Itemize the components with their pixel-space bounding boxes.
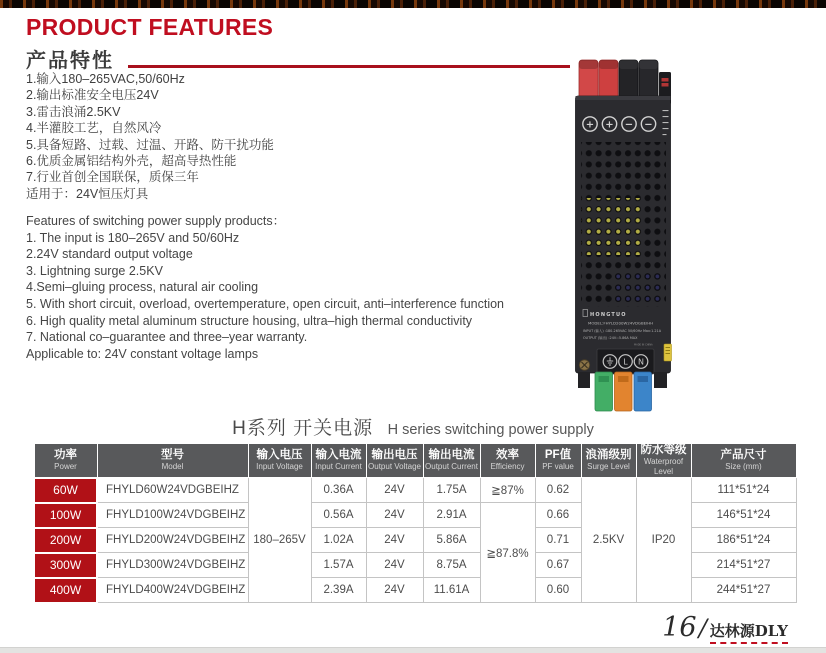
table-row <box>34 478 796 503</box>
header-cell: 输入电压 Input Voltage <box>248 444 311 478</box>
table-cell: 11.61A <box>423 578 480 603</box>
feature-line: Features of switching power supply products： <box>26 214 286 228</box>
neutral-terminal-label: N <box>638 357 644 367</box>
table-cell: 8.75A <box>423 553 480 578</box>
model-line: MODEL:FHYLD200W24VDGBEIHH <box>588 320 654 326</box>
table-cell: 200W <box>34 528 97 553</box>
table-cell: 0.71 <box>535 528 581 553</box>
header-cell: 功率 Power <box>34 444 97 478</box>
table-cell: 24V <box>366 478 423 503</box>
feature-line: 4.半灌胶工艺，自然风冷 <box>26 121 162 136</box>
features-list-english <box>26 213 504 362</box>
header-cell: 产品尺寸 Size (mm) <box>691 444 796 478</box>
spec-table-head-row <box>34 444 796 478</box>
table-cell: 60W <box>34 478 97 503</box>
table-cell: 400W <box>34 578 97 603</box>
section-heading <box>0 413 826 440</box>
table-cell: 0.60 <box>535 578 581 603</box>
table-cell: 2.5KV <box>581 478 636 603</box>
plus-icon: + <box>585 119 595 131</box>
section-title-chinese: H系列 开关电源 <box>232 418 374 439</box>
spec-table <box>33 443 797 604</box>
table-cell: 146*51*24 <box>691 503 796 528</box>
table-cell: 24V <box>366 528 423 553</box>
feature-line: 1.输入180–265VAC,50/60Hz <box>26 72 185 86</box>
table-cell: 0.67 <box>535 553 581 578</box>
table-cell: 1.75A <box>423 478 480 503</box>
vent-holes-pcb-glow <box>581 198 641 255</box>
header-cell: PF值 PF value <box>535 444 581 478</box>
table-cell: 0.36A <box>311 478 366 503</box>
table-cell: 300W <box>34 553 97 578</box>
product-photo-power-supply <box>574 58 676 414</box>
minus-icon: − <box>644 119 653 131</box>
output-terminal-plugs <box>595 372 652 411</box>
feature-line: 7.行业首创全国联保，质保三年 <box>26 170 199 185</box>
table-cell: 0.56A <box>311 503 366 528</box>
header-cell: 浪涌级别 Surge Level <box>581 444 636 478</box>
warning-sticker <box>664 344 672 361</box>
header-cell: 输出电压 Output Voltage <box>366 444 423 478</box>
case-screw <box>579 360 589 370</box>
feature-line: 2.24V standard output voltage <box>26 247 193 262</box>
table-cell: 24V <box>366 553 423 578</box>
table-cell: 1.57A <box>311 553 366 578</box>
feature-line: 5. With short circuit, overload, overtemperature, open circuit, anti–interference function <box>26 296 505 311</box>
red-divider-line <box>128 65 570 68</box>
table-cell: 0.66 <box>535 503 581 528</box>
feature-line: 6.优质金属铝结构外壳，超高导热性能 <box>26 154 237 169</box>
vent-holes-blue-glow <box>611 273 664 307</box>
table-cell: 180–265V <box>248 478 311 603</box>
feature-line: Applicable to: 24V constant voltage lamps <box>26 346 259 361</box>
spec-table-body <box>34 478 796 603</box>
table-cell: 24V <box>366 503 423 528</box>
table-cell: FHYLD400W24VDGBEIHZ <box>97 578 248 603</box>
table-cell: 100W <box>34 503 97 528</box>
table-cell: FHYLD200W24VDGBEIHZ <box>97 528 248 553</box>
feature-line: 3.雷击浪涌2.5KV <box>26 104 121 119</box>
footer-divider: / <box>695 614 710 642</box>
header-cell: 防水等级 Waterproof Level <box>636 444 691 478</box>
page-bottom-edge <box>0 647 826 653</box>
brand-name: HONGTUO <box>590 312 627 318</box>
page-subtitle: 产品特性 <box>26 50 114 72</box>
minus-icon: − <box>624 119 634 131</box>
table-cell: FHYLD100W24VDGBEIHZ <box>97 503 248 528</box>
feature-line: 7. National co–guarantee and three–year warranty. <box>26 330 308 345</box>
feature-line: 2.输出标准安全电压24V <box>26 88 159 103</box>
table-cell: IP20 <box>636 478 691 603</box>
table-cell: 111*51*24 <box>691 478 796 503</box>
feature-line: 6. High quality metal aluminum structure housing, ultra–high thermal conductivity <box>26 313 473 328</box>
page-top-photo-edge <box>0 0 826 8</box>
feature-line: 1. The input is 180–265V and 50/60Hz <box>26 230 240 245</box>
table-cell: 24V <box>366 578 423 603</box>
feature-line: 5.具备短路、过载、过温、开路、防干扰功能 <box>26 137 274 152</box>
table-cell: 186*51*24 <box>691 528 796 553</box>
table-cell: 5.86A <box>423 528 480 553</box>
table-cell: 2.91A <box>423 503 480 528</box>
table-cell: ≧87.8% <box>480 503 535 603</box>
page-title: PRODUCT FEATURES <box>26 14 274 40</box>
input-line: INPUT (输入) :180-265VAC 50/60Hz Max:1.21A <box>583 329 662 333</box>
page-number: 16 <box>662 612 697 643</box>
header-cell: 输入电流 Input Current <box>311 444 366 478</box>
table-cell: 2.39A <box>311 578 366 603</box>
table-cell: FHYLD60W24VDGBEIHZ <box>97 478 248 503</box>
section-title-english: H series switching power supply <box>387 422 594 438</box>
ac-terminal-block <box>597 349 654 374</box>
feature-line: 4.Semi–gluing process, natural air cooling <box>26 280 259 295</box>
line-terminal-label: L <box>623 357 628 367</box>
footer-brand: 达林源DLY <box>710 620 788 644</box>
made-in-line: MADE IN CHINA <box>634 343 653 347</box>
feature-line: 适用于：24V恒压灯具 <box>26 186 149 201</box>
table-cell: 1.02A <box>311 528 366 553</box>
page-footer <box>662 614 788 644</box>
table-cell: 0.62 <box>535 478 581 503</box>
table-cell: 244*51*27 <box>691 578 796 603</box>
header-cell: 输出电流 Output Current <box>423 444 480 478</box>
table-cell: ≧87% <box>480 478 535 503</box>
subtitle-row <box>26 44 570 73</box>
features-list-chinese <box>26 71 274 202</box>
table-cell: FHYLD300W24VDGBEIHZ <box>97 553 248 578</box>
feature-line: 3. Lightning surge 2.5KV <box>26 263 163 278</box>
output-line: OUTPUT (输出) :24V⎓5.86A MAX <box>583 336 638 340</box>
table-cell: 214*51*27 <box>691 553 796 578</box>
plus-icon: + <box>605 119 614 131</box>
header-cell: 型号 Model <box>97 444 248 478</box>
header-cell: 效率 Efficiency <box>480 444 535 478</box>
